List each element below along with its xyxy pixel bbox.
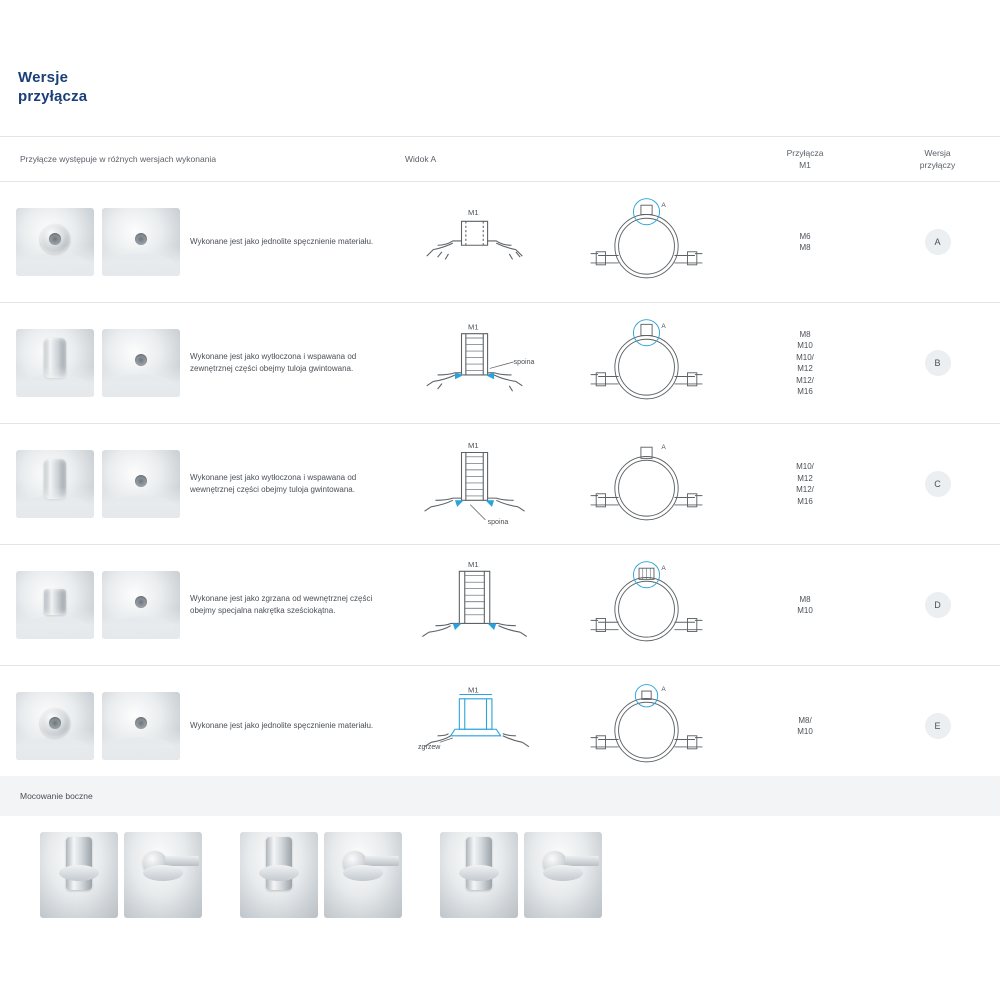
row-drawings [405, 545, 735, 665]
product-photo [102, 329, 180, 397]
mounting-photo [524, 832, 602, 918]
page-title-line1: Wersje [18, 69, 69, 86]
side-mounting-gallery [0, 832, 1000, 918]
row-version [875, 303, 1000, 423]
label-weld: spoina [487, 519, 509, 527]
row-photos [0, 303, 190, 423]
row-description: Wykonane jest jako zgrzana od wewnętrznej części obejmy specjalna nakrętka sześciokątna. [190, 594, 373, 615]
section-drawing [405, 424, 568, 544]
row-threads: M8 M10 [797, 594, 813, 615]
row-description: Wykonane jest jako jednolite spęcznienie materiału. [190, 721, 374, 730]
gallery-group [40, 832, 202, 918]
page-title-line2: przyłącza [18, 88, 88, 105]
gallery-group [440, 832, 602, 918]
row-threads: M8 M10 M10/ M12 M12/ M16 [796, 329, 814, 396]
product-photo [102, 450, 180, 518]
version-badge: A [925, 229, 951, 255]
row-threads: M10/ M12 M12/ M16 [796, 462, 814, 506]
product-photo [16, 329, 94, 397]
row-photos [0, 666, 190, 786]
label-m1: M1 [468, 685, 479, 695]
row-photos [0, 424, 190, 544]
table-header-row [0, 136, 1000, 182]
label-a: A [661, 565, 666, 573]
row-drawings [405, 182, 735, 302]
clamp-drawing [572, 545, 735, 665]
product-photo [16, 692, 94, 760]
product-photo [102, 571, 180, 639]
table-row [0, 424, 1000, 545]
row-threads: M8/ M10 [797, 715, 813, 736]
row-description: Wykonane jest jako wytłoczona i wspawana od wewnętrznej części obejmy tuloja gwintowana. [190, 473, 357, 494]
row-version [875, 424, 1000, 544]
section-header-side-mounting [0, 776, 1000, 816]
label-m1: M1 [468, 559, 479, 569]
clamp-drawing [572, 666, 735, 786]
label-a: A [661, 202, 666, 210]
version-badge: C [925, 471, 951, 497]
table-row [0, 545, 1000, 666]
version-badge: D [925, 592, 951, 618]
product-photo [102, 208, 180, 276]
row-version [875, 666, 1000, 786]
label-weld: spoina [513, 359, 535, 367]
table-row [0, 303, 1000, 424]
label-m1: M1 [468, 207, 479, 217]
product-photo [16, 208, 94, 276]
section-drawing [405, 545, 568, 665]
label-weld: zgrzew [418, 743, 441, 751]
mounting-photo [40, 832, 118, 918]
mounting-photo [240, 832, 318, 918]
row-version [875, 182, 1000, 302]
row-photos [0, 545, 190, 665]
section-drawing [405, 666, 568, 786]
mounting-photo [440, 832, 518, 918]
label-a: A [661, 686, 666, 694]
header-cell-threads: Przyłącza M1 [786, 148, 824, 170]
clamp-drawing [572, 182, 735, 302]
product-photo [102, 692, 180, 760]
label-m1: M1 [468, 441, 479, 451]
table-row [0, 182, 1000, 303]
header-cell-description: Przyłącze występuje w różnych wersjach wykonania [20, 154, 217, 164]
section-drawing [405, 303, 568, 423]
label-a: A [661, 444, 666, 452]
row-drawings [405, 666, 735, 786]
gallery-group [240, 832, 402, 918]
header-cell-view: Widok A [405, 154, 437, 164]
clamp-drawing [572, 303, 735, 423]
row-photos [0, 182, 190, 302]
row-description: Wykonane jest jako jednolite spęcznienie materiału. [190, 237, 374, 246]
section-drawing [405, 182, 568, 302]
row-drawings [405, 424, 735, 544]
product-photo [16, 571, 94, 639]
label-m1: M1 [468, 322, 479, 332]
version-badge: E [925, 713, 951, 739]
clamp-drawing [572, 424, 735, 544]
table-row [0, 666, 1000, 787]
row-description: Wykonane jest jako wytłoczona i wspawana od zewnętrznej części obejmy tuloja gwintowana. [190, 352, 357, 373]
section-header-label: Mocowanie boczne [20, 791, 93, 801]
row-version [875, 545, 1000, 665]
row-drawings [405, 303, 735, 423]
label-a: A [661, 323, 666, 331]
mounting-photo [124, 832, 202, 918]
mounting-photo [324, 832, 402, 918]
product-photo [16, 450, 94, 518]
versions-table [0, 136, 1000, 787]
row-threads: M6 M8 [799, 231, 811, 252]
page-title [18, 68, 87, 106]
header-cell-version: Wersja przyłączy [919, 148, 956, 170]
version-badge: B [925, 350, 951, 376]
